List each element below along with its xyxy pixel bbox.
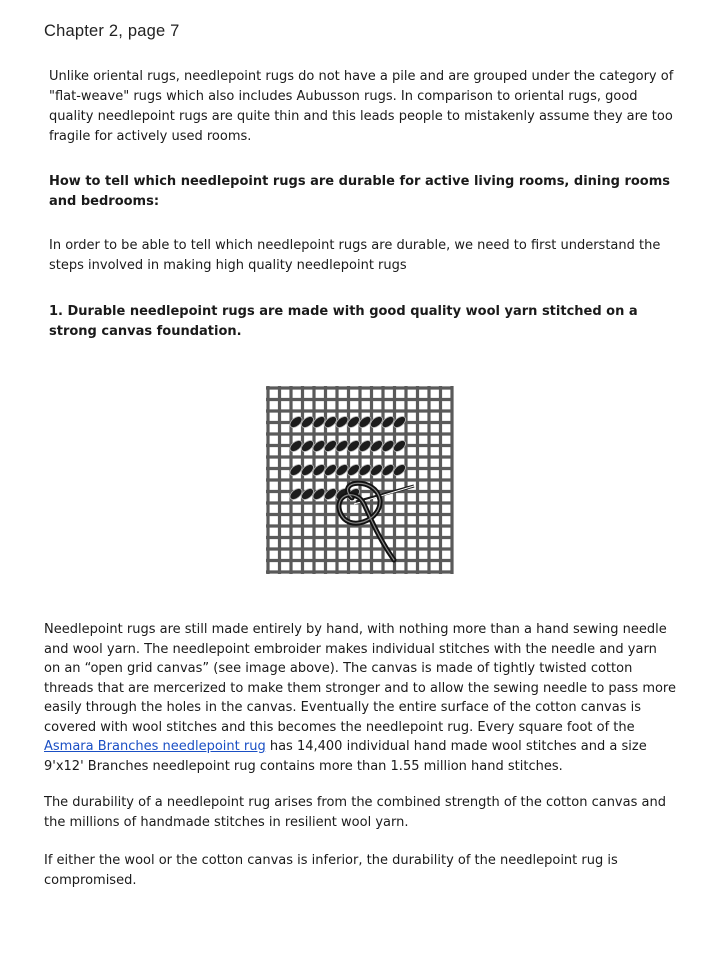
body-paragraph-1-start: Needlepoint rugs are still made entirely by hand, with nothing more than a hand sewing needle and wool yarn. The needlepoint embroider makes individual stitches with the needle and yarn on an “open grid canvas” (see image above). The canvas is made of tightly twisted cotton threads that are mercerized to make them stronger and to allow the sewing needle to pass more easily through the holes in the canvas. Eventually the entire surface of the cotton canvas is covered with wool stitches and this becomes the needlepoint rug. Every square foot of the <box>44 622 676 735</box>
point-1-heading: 1. Durable needlepoint rugs are made with good quality wool yarn stitched on a strong canvas foundation. <box>49 304 638 339</box>
intro-paragraph: Unlike oriental rugs, needlepoint rugs do not have a pile and are grouped under the category of "flat-weave" rugs which also includes Aubusson rugs. In comparison to oriental rugs, good quality needlepoint rugs are quite thin and this leads people to mistakenly assume they are too fragile for actively used rooms. <box>49 69 674 144</box>
asmara-branches-rug-link[interactable]: Asmara Branches needlepoint rug <box>44 739 266 754</box>
body-paragraph-1-end: has 14,400 individual hand made wool stitches and a size 9'x12' Branches needlepoint rug contains more than 1.55 million hand stitches. <box>44 739 647 774</box>
needlepoint-canvas-stitch-illustration <box>264 384 454 576</box>
body-paragraph-2: The durability of a needlepoint rug arises from the combined strength of the cotton canvas and the millions of handmade stitches in resilient wool yarn. <box>44 795 666 830</box>
body-paragraph-3: If either the wool or the cotton canvas is inferior, the durability of the needlepoint rug is compromised. <box>44 853 618 888</box>
page-header-chapter: Chapter 2, page 7 <box>44 22 180 40</box>
body-paragraph-1 <box>44 620 676 776</box>
in-order-paragraph: In order to be able to tell which needlepoint rugs are durable, we need to first understand the steps involved in making high quality needlepoint rugs <box>49 238 661 273</box>
how-to-heading: How to tell which needlepoint rugs are durable for active living rooms, dining rooms and bedrooms: <box>49 174 671 209</box>
